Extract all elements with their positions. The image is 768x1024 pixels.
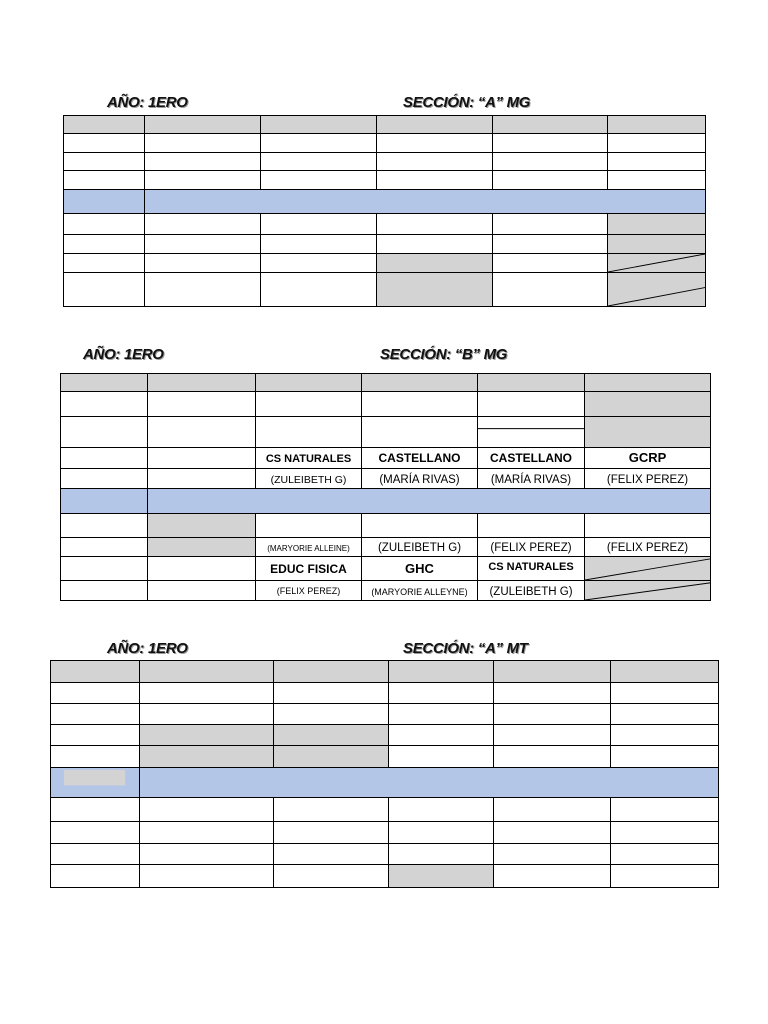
- break-cell: [51, 768, 140, 798]
- table-row: [61, 514, 711, 538]
- subject-label: CASTELLANO: [378, 451, 461, 465]
- table-row: [51, 704, 719, 725]
- subject-label: CS NATURALES: [265, 453, 352, 465]
- diagonal-cell: [585, 557, 711, 581]
- table-row: [64, 214, 706, 235]
- schedule-table-3: [50, 660, 719, 888]
- teacher-label: (ZULEIBETH G): [489, 585, 573, 598]
- teacher-label: (FELIX PEREZ): [490, 542, 572, 554]
- table-row: [51, 844, 719, 865]
- teacher-label: (MARYORIE ALLEINE): [267, 544, 350, 553]
- table-header-row: [61, 374, 711, 392]
- table-row: [61, 417, 711, 448]
- teacher-label: (MARYORIE ALLEYNE): [371, 586, 468, 597]
- break-row: [61, 489, 711, 514]
- subject-label: EDUC FISICA: [270, 561, 347, 576]
- table-row: [64, 134, 706, 153]
- split-cell: [478, 417, 585, 448]
- table-row: [61, 557, 711, 581]
- diagonal-cell: [608, 273, 706, 307]
- table-row: [64, 171, 706, 190]
- break-row: [51, 768, 719, 798]
- teacher-label: (MARÍA RIVAS): [490, 473, 572, 486]
- table-header-row: [64, 116, 706, 134]
- teacher-label: (FELIX PEREZ): [606, 542, 689, 554]
- table-row: [51, 725, 719, 746]
- subject-label: CASTELLANO: [490, 451, 572, 465]
- table-row: [51, 865, 719, 888]
- table-header-row: [51, 661, 719, 683]
- schedule-table-2: [60, 373, 711, 601]
- section3-section-heading: SECCIÓN: “A” MT: [403, 640, 528, 657]
- teacher-label: (ZULEIBETH G): [377, 542, 462, 554]
- section2-section-heading: SECCIÓN: “B” MG: [380, 346, 508, 363]
- table-row: [61, 538, 711, 557]
- table-row: [51, 746, 719, 768]
- table-row: [64, 254, 706, 273]
- table-row: [51, 798, 719, 822]
- subject-label: GHC: [405, 560, 434, 576]
- table-row: [64, 153, 706, 171]
- teacher-label: (ZULEIBETH G): [270, 473, 347, 486]
- table-row: [61, 469, 711, 489]
- subject-label: CS NATURALES: [488, 561, 574, 573]
- table-row: [64, 273, 706, 307]
- section1-year-heading: AÑO: 1ERO: [107, 94, 188, 111]
- section3-year-heading: AÑO: 1ERO: [107, 640, 188, 657]
- table-row: [64, 235, 706, 254]
- schedule-table-1: [63, 115, 706, 307]
- diagonal-cell: [608, 254, 706, 273]
- subject-label: GCRP: [628, 450, 667, 465]
- table-row: [61, 448, 711, 469]
- table-row: [51, 683, 719, 704]
- teacher-label: (FELIX PEREZ): [276, 586, 341, 596]
- teacher-label: (FELIX PEREZ): [606, 473, 689, 486]
- section2-year-heading: AÑO: 1ERO: [83, 346, 164, 363]
- table-row: [51, 822, 719, 844]
- table-row: [61, 581, 711, 601]
- diagonal-cell: [585, 581, 711, 601]
- break-row: [64, 190, 706, 214]
- section1-section-heading: SECCIÓN: “A” MG: [403, 94, 531, 111]
- teacher-label: (MARÍA RIVAS): [379, 473, 460, 486]
- table-row: [61, 392, 711, 417]
